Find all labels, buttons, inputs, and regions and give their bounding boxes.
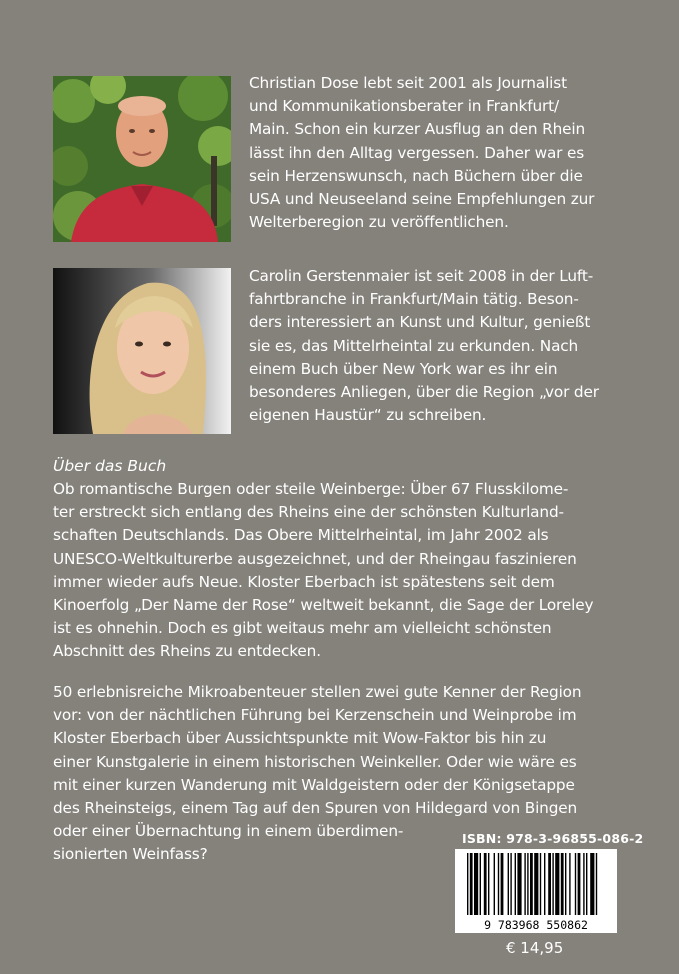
barcode-bar	[561, 853, 564, 915]
barcode-bar	[515, 853, 516, 915]
barcode-bar	[527, 853, 528, 915]
barcode-bar	[552, 853, 553, 915]
barcode-bar	[578, 853, 581, 915]
barcode-bar	[467, 853, 468, 915]
barcode-bar	[583, 853, 584, 915]
barcode-digits: 9 783968 550862	[484, 918, 588, 932]
barcode-bar	[548, 853, 551, 915]
barcode-bar	[544, 853, 545, 915]
barcode-bar	[596, 853, 597, 915]
about-paragraph-1: Ob romantische Burgen oder steile Weinberge: Über 67 Flusskilome- ter erstreckt sich entlang des Rheins eine der schönsten Kulturland- schaften Deutschlands. Das Obere Mittelrheintal, im Jahr 2002 als UNESCO-Weltkulturerbe ausgezeichnet, und der Rheingau faszinieren immer wieder aufs Neue. Kloster Eberbach ist spätestens seit dem Kinoerfolg „Der Name der Rose“ weltweit bekannt, die Sage der Loreley ist es ohnehin. Doch es gibt weitaus mehr am vielleicht schönsten Abschnitt des Rheins zu entdecken.	[53, 480, 594, 661]
barcode-bar	[555, 853, 559, 915]
author-photo-carolin	[53, 268, 231, 434]
barcode-bar	[470, 853, 473, 915]
barcode-bar	[510, 853, 511, 915]
barcode-bar	[474, 853, 478, 915]
barcode-bar	[508, 853, 509, 915]
author-bio-carolin: Carolin Gerstenmaier ist seit 2008 in der Luft- fahrtbranche in Frankfurt/Main tätig. Beson- ders interessiert an Kunst und Kultur, genießt sie es, das Mittelrheintal zu erkunden. Nach einem Buch über New York war es ihr ein besonderes Anliegen, über die Region „vor der eigenen Haustür“ zu schreiben.	[249, 267, 599, 425]
barcode	[455, 849, 617, 933]
isbn-label: ISBN: 978-3-96855-086-2	[462, 831, 644, 846]
barcode-bar	[524, 853, 525, 915]
barcode-bar	[575, 853, 576, 915]
barcode-bar	[565, 853, 566, 915]
barcode-bar	[484, 853, 487, 915]
barcode-bar	[530, 853, 533, 915]
about-paragraph-2: 50 erlebnisreiche Mikroabenteuer stellen zwei gute Kenner der Region vor: von der nächtlichen Führung bei Kerzenschein und Weinprobe im Kloster Eberbach über Aussichtspunkte mit Wow-Faktor bis hin zu einer Kunstgalerie in einem historischen Weinkeller. Oder wie wäre es mit einer kurzen Wanderung mit Waldgeistern oder der Königsetappe des Rheinsteigs, einem Tag auf den Spuren von Hildegard von Bingen oder einer Übernachtung in einem überdimen- sionierten Weinfass?	[53, 683, 582, 864]
barcode-bar	[590, 853, 594, 915]
author-photo-christian	[53, 76, 231, 242]
barcode-bar	[498, 853, 499, 915]
barcode-bar	[534, 853, 538, 915]
barcode-bar	[540, 853, 541, 915]
barcode-bar	[501, 853, 504, 915]
author-bio-christian: Christian Dose lebt seit 2001 als Journalist und Kommunikationsberater in Frankfurt/ Main. Schon ein kurzer Ausflug an den Rhein lässt ihn den Alltag vergessen. Daher war es sein Herzenswunsch, nach Büchern über die USA und Neuseeland seine Empfehlungen zur Welterberegion zu veröffentlichen.	[249, 74, 595, 232]
about-book-heading: Über das Buch	[53, 457, 167, 475]
barcode-bar	[569, 853, 570, 915]
barcode-bar	[586, 853, 587, 915]
barcode-bar	[480, 853, 481, 915]
barcode-bar	[494, 853, 495, 915]
price: € 14,95	[506, 939, 564, 957]
barcode-bar	[488, 853, 489, 915]
barcode-bar	[517, 853, 521, 915]
